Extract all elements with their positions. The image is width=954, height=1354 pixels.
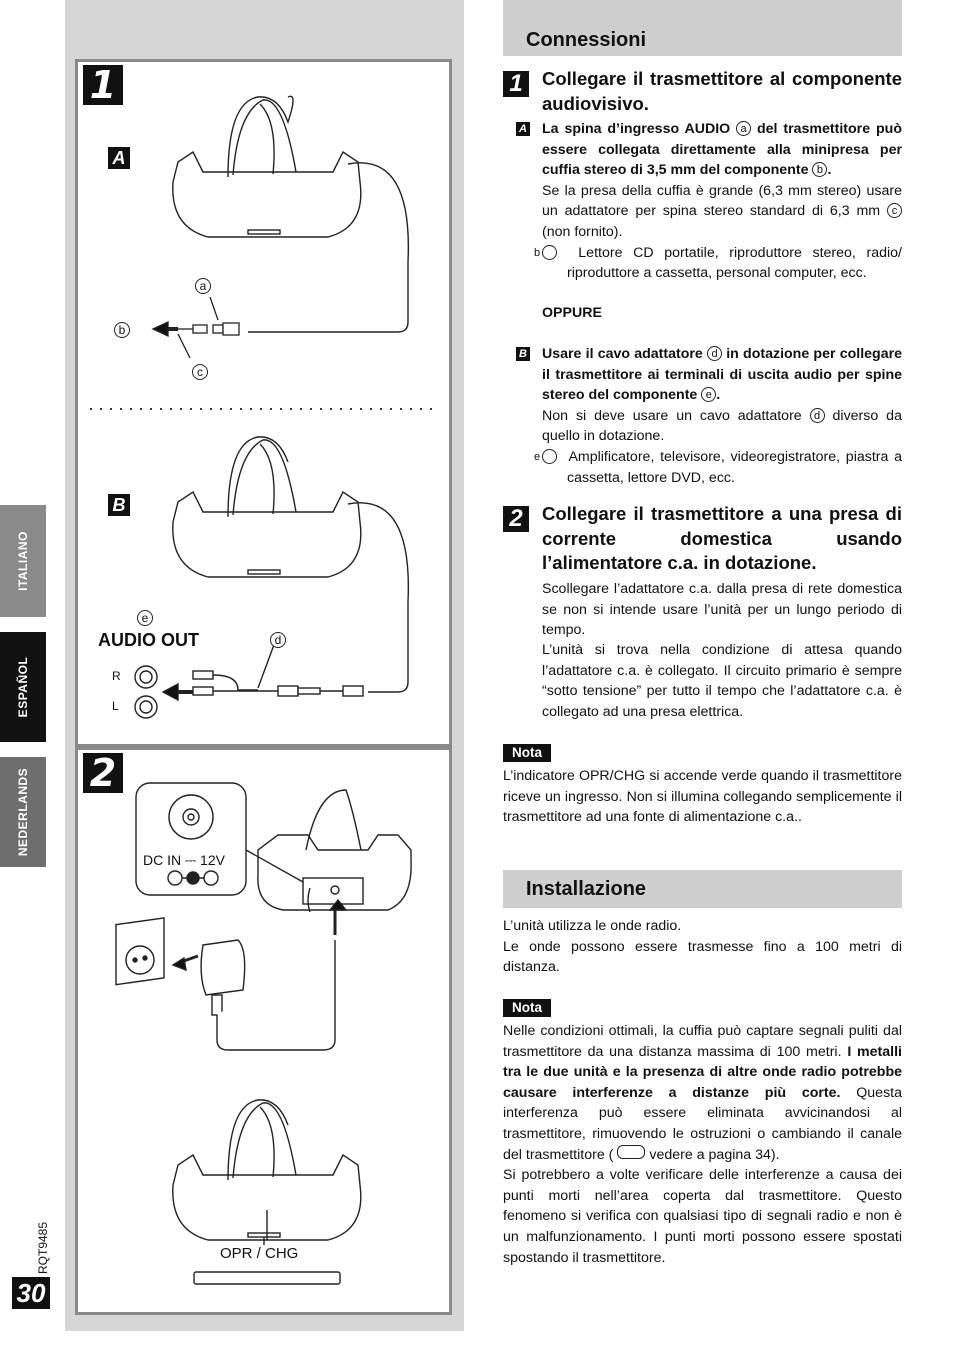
figure-panel-step2 — [75, 747, 452, 1315]
transmitter-side-drawing — [258, 790, 411, 935]
dc-in-label: DC IN ⎓ 12V — [143, 852, 225, 868]
transmitter-a-drawing — [173, 96, 409, 332]
step1-a-paragraph: La spina d’ingresso AUDIO a del trasmettitore può essere collegata direttamente alla minipresa per cuffia stereo di 3,5 mm del componente b . Se la presa della cuffia è grande (6,3 mm stereo) usare un adattatore per spina stereo standard di 6,3 mm c (non fornito). b Lettore CD portatile, riproduttore stereo, radio/ riproduttore a cassetta, personal computer, ecc. — [533, 121, 903, 282]
jack-r-label: R — [112, 669, 121, 683]
step2-title: Collegare il trasmettitore a una presa di corrente domestica usando l’alimentatore c.a. in dotazione. — [542, 503, 902, 573]
step1-b-letter: B — [516, 347, 530, 361]
step2-paragraph-1: Scollegare l’adattatore c.a. dalla presa di rete domestica se non si intende usare l’unità per un lungo periodo di tempo. — [542, 581, 902, 639]
plug-a-drawing — [153, 297, 239, 358]
step1-figure-number: 1 — [83, 65, 123, 105]
audio-out-label: AUDIO OUT — [98, 630, 199, 650]
rca-jacks-drawing — [135, 642, 363, 718]
nota-text-1: L’indicatore OPR/CHG si accende verde quando il trasmettitore riceve un ingresso. Non si illumina collegando semplicemente il trasmettitore ad una fonte di alimentazione c.a.. — [503, 768, 902, 826]
label-e-circle: e — [137, 610, 153, 626]
tab-espanol: ESPAÑOL — [0, 632, 46, 742]
tab-italiano: ITALIANO — [0, 505, 46, 617]
doc-code: RQT9485 — [36, 1221, 50, 1275]
step2-number: 2 — [503, 506, 529, 532]
step1-title: Collegare il trasmettitore al componente audiovisivo. — [542, 68, 902, 114]
pointing-hand-icon — [617, 1145, 645, 1159]
nota-text-2: Nelle condizioni ottimali, la cuffia può captare segnali puliti dal trasmettitore da una distanza massima di 100 metri. I metalli tra le due unità e la presenza di altre onde radio potrebbe causare interferenze a distanze più corte. Questa interferenza può essere eliminata avvicinandosi al trasmettitore, rimuovendo le ostruzioni o cambiando il canale del trasmettitore ( vedere a pagina 34). Si potrebbero a volte verificare delle interferenze a causa dei punti morti nell’area coperta dal trasmettitore. Questo fenomeno si verifica con qualsiasi tipo di segnali radio e non è un malfunzionamento. I punti morti possono essere spostati spostando il trasmettitore. — [503, 1023, 902, 1266]
section-heading-connessioni: Connessioni — [503, 0, 902, 56]
figure-panel-step1 — [75, 59, 452, 747]
oppure-label: OPPURE — [542, 305, 602, 321]
page-number: 30 — [12, 1277, 50, 1309]
step2-paragraph-2: L’unità si trova nella condizione di attesa quando l’adattatore c.a. è collegato. Il circuito primario è sempre “sotto tensione” per tutto il tempo che l’adattatore c.a. è collegato ad una presa elettrica. — [542, 642, 902, 720]
section-heading-installazione: Installazione — [503, 870, 902, 908]
figure-letter-a: A — [108, 147, 130, 169]
nota-label-1: Nota — [503, 744, 551, 762]
tab-nederlands: NEDERLANDS — [0, 757, 46, 867]
wall-socket-drawing — [116, 918, 164, 985]
power-illustration — [78, 750, 449, 1312]
label-c-circle: c — [192, 364, 208, 380]
figure-letter-b: B — [108, 494, 130, 516]
step1-number: 1 — [503, 71, 529, 97]
step2-figure-number: 2 — [83, 753, 123, 793]
step1-a-letter: A — [516, 122, 530, 136]
installazione-intro: L’unità utilizza le onde radio. Le onde possono essere trasmesse fino a 100 metri di distanza. — [503, 918, 902, 976]
nota-label-2: Nota — [503, 999, 551, 1017]
ac-adapter-drawing — [173, 940, 335, 1050]
transmitter-b-drawing — [173, 437, 409, 692]
step1-b-paragraph: Usare il cavo adattatore d in dotazione per collegare il trasmettitore ai terminali di uscita audio per spine stereo del componente e . Non si deve usare un cavo adattatore d diverso da quello in dotazione. e Amplificatore, televisore, videoregistratore, piastra a cassetta, lettore DVD, ecc. — [533, 346, 902, 486]
label-b-circle: b — [114, 322, 130, 338]
label-d-circle: d — [270, 632, 286, 648]
label-a-circle: a — [195, 278, 211, 294]
jack-l-label: L — [112, 699, 119, 713]
dc-in-callout-drawing — [136, 783, 303, 895]
opr-chg-label: OPR / CHG — [220, 1245, 299, 1262]
